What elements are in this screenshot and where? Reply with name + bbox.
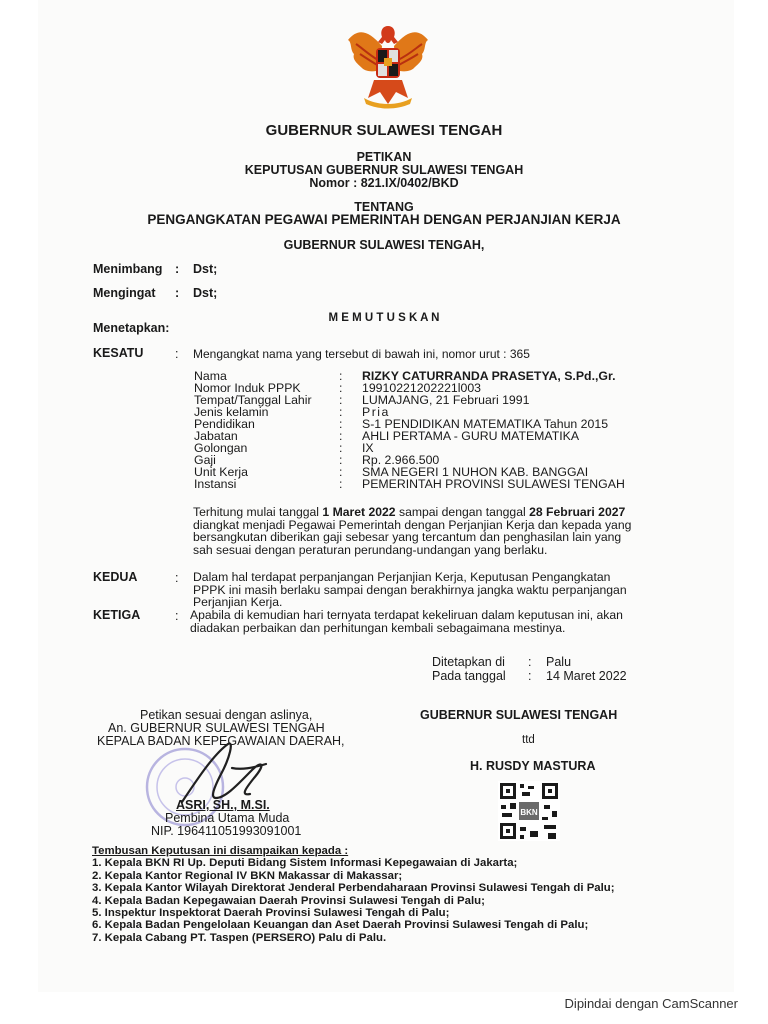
detail-value: 19910221202221l003 (362, 381, 481, 395)
detail-key: Pendidikan (194, 417, 255, 431)
detail-value: RIZKY CATURRANDA PRASETYA, S.Pd.,Gr. (362, 369, 616, 383)
detail-key: Instansi (194, 477, 237, 491)
scanner-watermark: Dipindai dengan CamScanner (564, 996, 738, 1011)
colon: : (528, 655, 532, 669)
kesatu-text: Mengangkat nama yang tersebut di bawah ini, nomor urut : 365 (193, 347, 530, 361)
date-label: Pada tanggal (432, 669, 506, 683)
doc-number: Nomor : 821.IX/0402/BKD (309, 176, 459, 190)
institution-heading: GUBERNUR SULAWESI TENGAH (265, 122, 503, 139)
colon: : (175, 609, 179, 623)
on-behalf-line: An. GUBERNUR SULAWESI TENGAH (108, 721, 325, 735)
detail-key: Jabatan (194, 429, 238, 443)
place-label: Ditetapkan di (432, 655, 505, 669)
governor-title: GUBERNUR SULAWESI TENGAH (420, 708, 618, 722)
detail-key: Nama (194, 369, 227, 383)
list-item: 2. Kepala Kantor Regional IV BKN Makassar di Makassar; (92, 869, 403, 882)
kedua-label: KEDUA (93, 570, 138, 584)
colon: : (175, 347, 179, 361)
detail-value: Rp. 2.966.500 (362, 453, 440, 467)
ttd-mark: ttd (522, 734, 535, 746)
menetapkan-label: Menetapkan: (93, 321, 170, 335)
bkd-head-title: KEPALA BADAN KEPEGAWAIAN DAERAH, (97, 734, 345, 748)
detail-key: Tempat/Tanggal Lahir (194, 393, 312, 407)
copy-statement: Petikan sesuai dengan aslinya, (140, 708, 313, 722)
governor-name: H. RUSDY MASTURA (470, 759, 596, 773)
term-end-date: 28 Februari 2027 (529, 505, 626, 519)
mengingat-value: Dst; (193, 286, 218, 300)
detail-key: Gaji (194, 453, 216, 467)
colon: : (175, 286, 180, 300)
doc-type: PETIKAN (356, 150, 412, 164)
menimbang-label: Menimbang (93, 262, 163, 276)
document-paper (38, 0, 734, 992)
list-item: 5. Inspektur Inspektorat Daerah Provinsi Sulawesi Tengah di Palu; (92, 907, 450, 920)
term-line: sah sesuai dengan peraturan perundang-undangan yang berlaku. (193, 542, 548, 557)
list-item: 6. Kepala Badan Pengelolaan Keuangan dan Aset Daerah Provinsi Sulawesi Tengah di Palu; (92, 919, 589, 932)
qr-logo-text: BKN (520, 808, 538, 817)
list-item: 4. Kepala Badan Kepegawaian Daerah Provinsi Sulawesi Tengah di Palu; (92, 894, 485, 907)
detail-key: Unit Kerja (194, 465, 248, 479)
detail-key: Golongan (194, 441, 248, 455)
detail-key: Nomor Induk PPPK (194, 381, 301, 395)
term-start-date: 1 Maret 2022 (322, 505, 396, 519)
kedua-paragraph: Dalam hal terdapat perpanjangan Perjanjian Kerja, Keputusan Pengangkatan PPPK ini masih berlaku sampai dengan berakhirnya jangka waktu perpanjangan Perjanjian Kerja. (193, 570, 627, 610)
decide-heading: M E M U T U S K A N (328, 312, 440, 324)
signatory-name: ASRI, SH., M.SI. (176, 798, 270, 812)
list-item: 3. Kepala Kantor Wilayah Direktorat Jenderal Perbendaharaan Provinsi Sulawesi Tengah di Palu; (92, 882, 615, 895)
term-line: bersangkutan diberikan gaji sebesar yang tercantum dan penghasilan lain yang (193, 530, 622, 545)
ketiga-paragraph: Apabila di kemudian hari ternyata terdapat kekeliruan dalam keputusan ini, akan diadakan perbaikan dan perhitungan kembali sebagaimana mestinya. (190, 608, 623, 635)
page: GUBERNUR SULAWESI TENGAH PETIKAN KEPUTUSAN GUBERNUR SULAWESI TENGAH Nomor : 821.IX/0402/BKD TENTANG PENGANGKATAN PEGAWAI PEMERINTAH DENGAN PERJANJIAN KERJA GUBERNUR SULAWESI TENGAH, Menimbang : Dst; Mengingat : Dst; M E M U T U S K A N Menetapkan: KESATU : Mengangkat nama yang tersebut di bawah ini, nomor urut : 365 Nama : RIZKY CATURRANDA PRASETYA, S.Pd.,Gr. Nomor Induk PPPK : 19910221202221l003 Tempat/Tanggal Lahir : LUMAJANG, 21 Februari 1991 Jenis kelamin : Pria Pendidikan : S-1 PENDIDIKAN MATEMATIKA Tahun 2015 Jabatan : AHLI PERTAMA - GURU MATEMATIKA Golongan : IX Gaji : Rp. 2.966.500 Unit Kerja : SMA NEGERI 1 NUHON KAB. BANGGAI Instansi : PEMERINTAH PROVINSI SULAWESI TENGAH Terhitung mulai tanggal 1 Maret 2022 sampai dengan tanggal 28 Februari 2027 diangkat menjadi Pegawai Pemerintah dengan Perjanjian Kerja dan kepada yang bersangkutan diberikan gaji sebesar yang tercantum dan penghasilan lain yang sah sesuai dengan peraturan perundang-undangan yang berlaku. KEDUA : Dalam hal terdapat perpanjangan Perjanjian Kerja, Keputusan Pengangkatan PPPK ini masih berlaku sampai dengan berakhirnya jangka waktu perpanjangan Perjanjian Kerja. KETIGA : Apabila di kemudian hari ternyata terdapat kekeliruan dalam keputusan ini, akan diadakan perbaikan dan perhitungan kembali sebagaimana mestinya. Ditetapkan di : Palu Pada tanggal : 14 Maret 2022 Petikan sesuai dengan aslinya, An. GUBERNUR SULAWESI TENGAH KEPALA BADAN KEPEGAWAIAN DAERAH, ASRI, SH., M.SI. Pembina Utama Muda NIP. 196411051993091001 GUBERNUR SULAWESI TENGAH ttd H. RUSDY MASTURA BKN Tembusan Keputusan ini disampaikan kepada : 1. Kepala BKN RI Up. Deputi Bidang Sistem Informasi Kepegawaian di Jakarta; 2. Kepala Kantor Regional IV BKN Makassar di Makassar; 3. Kepala Kantor Wilayah Direktorat Jenderal Perbendaharaan Provinsi Sulawesi Tengah di Palu; 4. Kepala Badan Kepegawaian Daerah Provinsi Sulawesi Tengah di Palu; 5. Inspektur Inspektorat Daerah Provinsi Sulawesi Tengah di Palu; 6. Kepala Badan Pengelolaan Keuangan dan Aset Daerah Provinsi Sulawesi Tengah di Palu; 7. Kepala Cabang PT. Taspen (PERSERO) Palu di Palu. Dipindai dengan CamScanner (0, 0, 768, 1024)
ketiga-label: KETIGA (93, 608, 141, 622)
detail-value: LUMAJANG, 21 Februari 1991 (362, 393, 530, 407)
list-item: 7. Kepala Cabang PT. Taspen (PERSERO) Palu di Palu. (92, 931, 387, 944)
signatory-rank: Pembina Utama Muda (165, 811, 290, 825)
colon: : (528, 669, 532, 683)
garuda-emblem-icon (338, 20, 438, 112)
signatory-nip: NIP. 196411051993091001 (151, 824, 302, 838)
menimbang-value: Dst; (193, 262, 218, 276)
place-value: Palu (546, 655, 572, 669)
distribution-list (92, 845, 615, 944)
about-label: TENTANG (354, 200, 414, 214)
about-text: PENGANGKATAN PEGAWAI PEMERINTAH DENGAN PERJANJIAN KERJA (147, 212, 621, 227)
colon: : (175, 262, 180, 276)
term-line: diangkat menjadi Pegawai Pemerintah dengan Perjanjian Kerja dan kepada yang (193, 517, 632, 532)
detail-key: Jenis kelamin (194, 405, 269, 419)
doc-title: KEPUTUSAN GUBERNUR SULAWESI TENGAH (244, 163, 524, 177)
colon: : (175, 571, 179, 585)
kesatu-label: KESATU (93, 346, 144, 360)
mengingat-label: Mengingat (93, 286, 156, 300)
term-line: Terhitung mulai tanggal 1 Maret 2022 sampai dengan tanggal 28 Februari 2027 (193, 505, 626, 519)
detail-value: AHLI PERTAMA - GURU MATEMATIKA (362, 429, 580, 443)
detail-value: PEMERINTAH PROVINSI SULAWESI TENGAH (362, 477, 625, 491)
term-paragraph (193, 506, 671, 556)
detail-value: S-1 PENDIDIKAN MATEMATIKA Tahun 2015 (362, 417, 609, 431)
detail-value: SMA NEGERI 1 NUHON KAB. BANGGAI (362, 465, 589, 479)
date-value: 14 Maret 2022 (546, 669, 627, 683)
qr-code-icon (498, 781, 560, 841)
list-item: 1. Kepala BKN RI Up. Deputi Bidang Sistem Informasi Kepegawaian di Jakarta; (92, 857, 518, 870)
detail-value: Pria (362, 405, 390, 419)
detail-value: IX (362, 441, 374, 455)
distribution-heading: Tembusan Keputusan ini disampaikan kepada : (92, 845, 349, 857)
issuer-heading: GUBERNUR SULAWESI TENGAH, (283, 238, 485, 252)
